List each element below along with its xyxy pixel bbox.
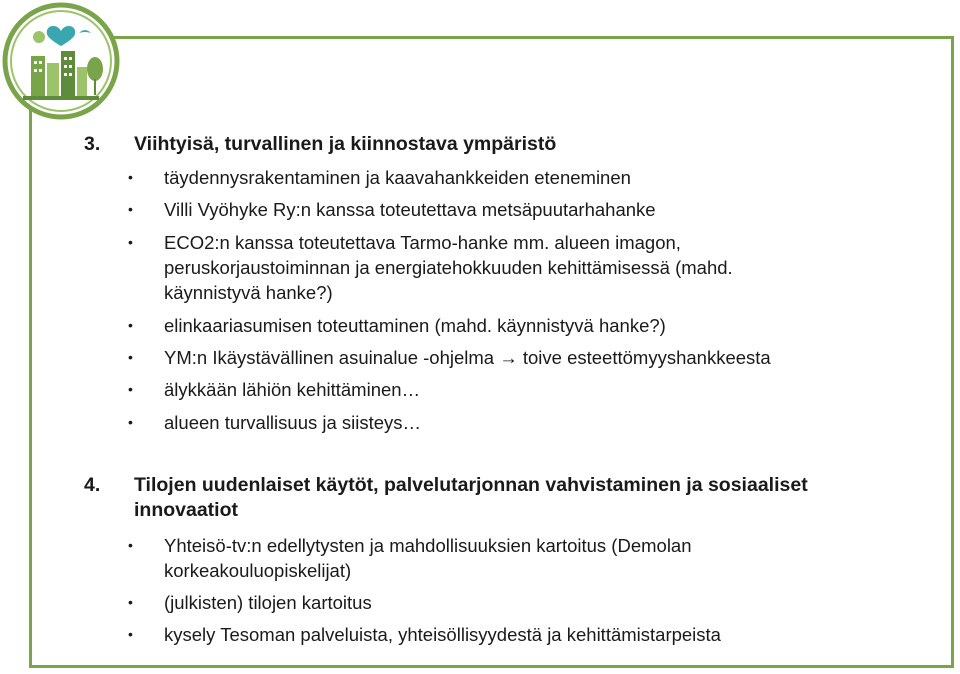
section-title: Viihtyisä, turvallinen ja kiinnostava ympäristö	[134, 133, 557, 155]
section-title: Tilojen uudenlaiset käytöt, palvelutarjonnan vahvistaminen ja sosiaaliset innovaatiot	[134, 474, 808, 521]
section-number: 4.	[84, 474, 101, 496]
bullet-icon: •	[128, 201, 133, 217]
list-item-text: YM:n Ikäystävällinen asuinalue -ohjelma → toive esteettömyyshankkeesta	[164, 347, 771, 368]
list-item-text: (julkisten) tilojen kartoitus	[164, 592, 372, 613]
bullet-icon: •	[128, 234, 133, 250]
bullet-icon: •	[128, 537, 133, 553]
list-item-text: Yhteisö-tv:n edellytysten ja mahdollisuuksien kartoitus (Demolan korkeakouluopiskelijat)	[164, 535, 692, 581]
section-number: 3.	[84, 133, 101, 155]
bullet-icon: •	[128, 381, 133, 397]
list-item-text: Villi Vyöhyke Ry:n kanssa toteutettava metsäpuutarhahanke	[164, 199, 656, 220]
bullet-icon: •	[128, 594, 133, 610]
bullet-icon: •	[128, 317, 133, 333]
list-item-text: elinkaariasumisen toteuttaminen (mahd. käynnistyvä hanke?)	[164, 315, 666, 336]
bullet-icon: •	[128, 414, 133, 430]
list-item-text: älykkään lähiön kehittäminen…	[164, 379, 421, 400]
bullet-icon: •	[128, 626, 133, 642]
list-item-text: ECO2:n kanssa toteutettava Tarmo-hanke mm. alueen imagon, peruskorjaustoiminnan ja energiatehokkuuden kehittämisessä (mahd. käynnistyvä hanke?)	[164, 232, 733, 303]
list-item-text: alueen turvallisuus ja siisteys…	[164, 412, 422, 433]
bullet-icon: •	[128, 169, 133, 185]
bullet-icon: •	[128, 349, 133, 365]
list-item-text: kysely Tesoman palveluista, yhteisöllisyydestä ja kehittämistarpeista	[164, 624, 721, 645]
list-item-text: täydennysrakentaminen ja kaavahankkeiden eteneminen	[164, 167, 631, 188]
